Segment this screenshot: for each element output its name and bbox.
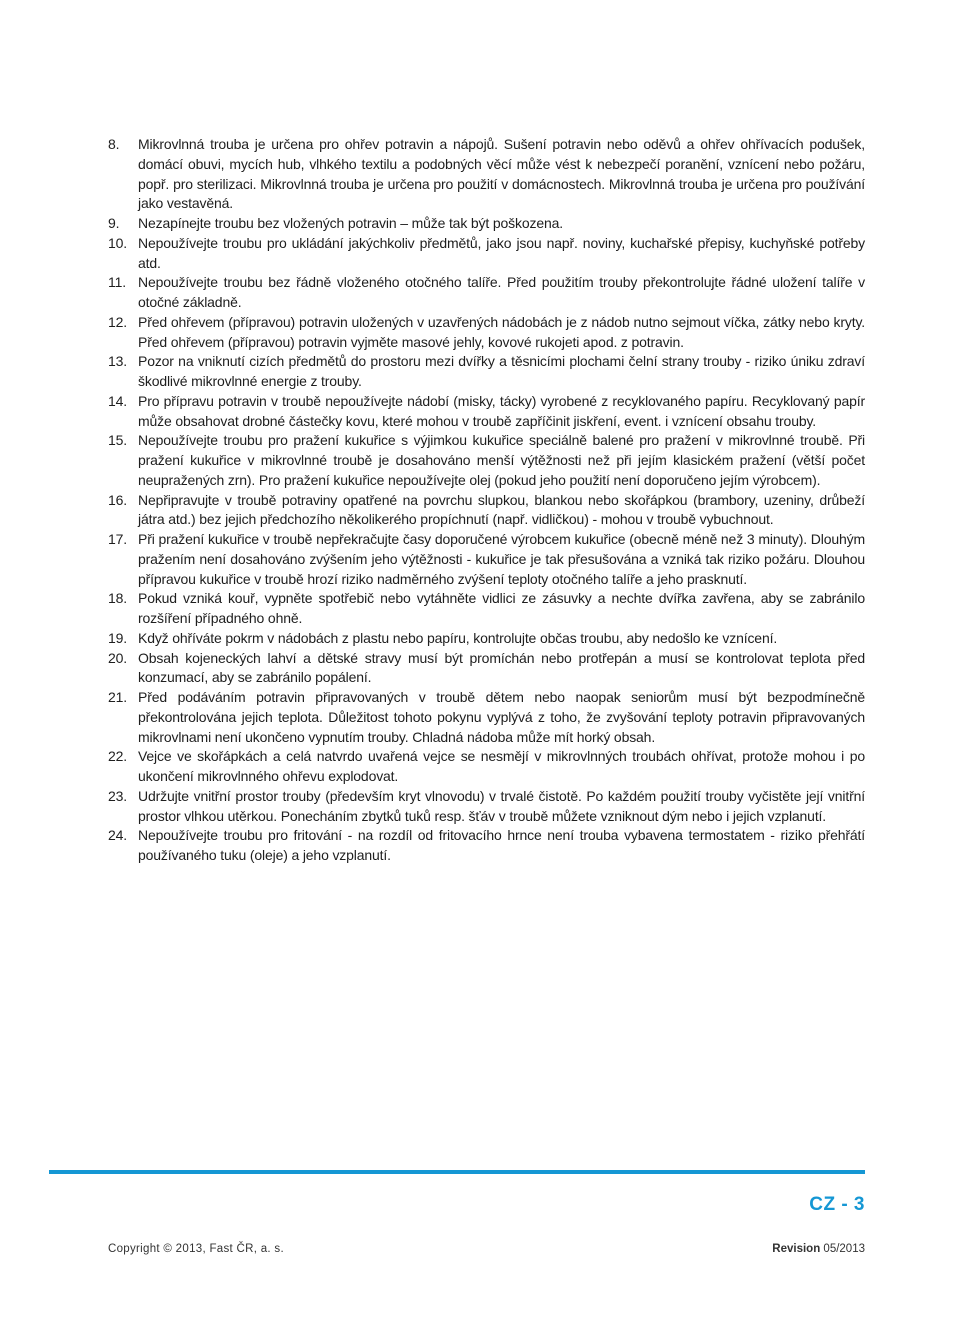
item-text: Při pražení kukuřice v troubě nepřekračujte časy doporučené výrobcem kukuřice (obecně méně než 3 minuty). Dlouhým pražením není dosahováno zvýšením jeho výtěžnosti - kukuřice je tak přesušována a vzniká tak riziko požáru. Dlouhou přípravou kukuřice v troubě hrozí riziko nadměrného zvýšení teploty otočného talíře a jeho prasknutí.	[138, 531, 865, 587]
list-item	[108, 234, 865, 274]
page-number: CZ - 3	[809, 1194, 865, 1215]
revision-value: 05/2013	[823, 1243, 865, 1255]
item-text: Pokud vzniká kouř, vypněte spotřebič nebo vytáhněte vidlici ze zásuvky a nechte dvířka zavřena, aby se zabránilo rozšíření případného ohně.	[138, 590, 865, 626]
revision-label: Revision	[772, 1243, 821, 1255]
list-item	[108, 530, 865, 589]
list-item	[108, 313, 865, 353]
item-text: Nepřipravujte v troubě potraviny opatřené na povrchu slupkou, blankou nebo skořápkou (brambory, uzeniny, drůbeží játra atd.) bez jejich předchozího několikerého propíchnutí (např. vidličkou) - mohou v troubě vybuchnout.	[138, 491, 865, 528]
item-number: 14.	[108, 392, 128, 409]
item-text: Obsah kojeneckých lahví a dětské stravy musí být promíchán nebo protřepán a musí se kontrolovat teplota před konzumací, aby se zabránilo popálení.	[138, 649, 865, 686]
footer-divider	[49, 1170, 865, 1174]
item-text: Nezapínejte troubu bez vložených potravin – může tak být poškozena.	[138, 215, 563, 231]
item-text: Pozor na vniknutí cizích předmětů do prostoru mezi dvířky a těsnicími plochami čelní strany trouby - riziko úniku zdraví škodlivé mikrovlnné energie z trouby.	[138, 353, 865, 389]
item-number: 9.	[108, 215, 120, 231]
item-text: Nepoužívejte troubu bez řádně vloženého otočného talíře. Před použitím trouby překontrolujte řádné uložení talíře v otočné základně.	[138, 274, 865, 310]
item-text: Nepoužívejte troubu pro fritování - na rozdíl od fritovacího hrnce není trouba vybavena termostatem - riziko přehřátí používaného tuku (oleje) a jeho vzplanutí.	[138, 827, 865, 863]
item-number: 13.	[108, 353, 128, 370]
list-item	[108, 629, 865, 649]
list-item	[108, 273, 865, 313]
item-number: 18.	[108, 590, 128, 607]
item-number: 17.	[108, 531, 128, 547]
copyright-notice: Copyright © 2013, Fast ČR, a. s.	[108, 1243, 284, 1255]
item-number: 22.	[108, 748, 128, 765]
list-item	[108, 491, 865, 531]
item-number: 19.	[108, 629, 128, 646]
item-number: 8.	[108, 136, 120, 152]
item-number: 16.	[108, 491, 128, 508]
list-item	[108, 392, 865, 432]
item-text: Nepoužívejte troubu pro ukládání jakýchkoliv předmětů, jako jsou např. noviny, kuchařské přepisy, kuchyňské potřeby atd.	[138, 234, 865, 271]
instructions-list	[108, 135, 865, 866]
item-number: 15.	[108, 432, 128, 449]
list-item	[108, 688, 865, 747]
item-number: 21.	[108, 689, 128, 705]
item-number: 20.	[108, 649, 128, 666]
item-text: Nepoužívejte troubu pro pražení kukuřice s výjimkou kukuřice speciálně balené pro pražení v mikrovlnné troubě. Při pražení kukuřice v mikrovlnné troubě je dosahováno menší výtěžnosti než při jejím klasickém pražení (větší počet neupražených zrn). Pro pražení kukuřice nepoužívejte olej (pokud jeho použití není doporučeno jejím výrobcem).	[138, 432, 865, 488]
list-item	[108, 747, 865, 787]
list-item	[108, 649, 865, 689]
item-number: 23.	[108, 787, 128, 804]
item-number: 24.	[108, 827, 128, 844]
item-text: Před ohřevem (přípravou) potravin uložených v uzavřených nádobách je z nádob nutno sejmout víčka, zátky nebo kryty. Před ohřevem (přípravou) potravin vyjměte masové jehly, kovové rukojeti apod. z potravin.	[138, 313, 865, 350]
list-item	[108, 787, 865, 827]
revision-info	[772, 1243, 865, 1255]
item-text: Když ohříváte pokrm v nádobách z plastu nebo papíru, kontrolujte občas troubu, aby nedošlo ke vznícení.	[138, 629, 778, 646]
item-text: Pro přípravu potravin v troubě nepoužívejte nádobí (misky, tácky) vyrobené z recyklovaného papíru. Recyklovaný papír může obsahovat drobné částečky kovu, které mohou v troubě zapříčinit jiskření, event. i vznícení obsahu trouby.	[138, 392, 865, 429]
list-item	[108, 826, 865, 866]
item-number: 12.	[108, 313, 128, 330]
item-text: Udržujte vnitřní prostor trouby (především kryt vlnovodu) v trvalé čistotě. Po každém použití trouby vyčistěte její vnitřní prostor vlhkou utěrkou. Ponecháním zbytků tuků resp. šťáv v troubě můžete vzniknout dým nebo i jejich vzplanutí.	[138, 787, 865, 824]
item-text: Vejce ve skořápkách a celá natvrdo uvařená vejce se nesmějí v mikrovlnných troubách ohřívat, protože mohou i po ukončení mikrovlnného ohřevu explodovat.	[138, 748, 865, 784]
list-item	[108, 135, 865, 214]
item-text: Mikrovlnná trouba je určena pro ohřev potravin a nápojů. Sušení potravin nebo oděvů a ohřev ohřívacích podušek, domácí obuvi, mycích hub, vlhkého textilu a podobných věcí může vést k nebezpečí poranění, vznícení nebo požáru, popř. pro sterilizaci. Mikrovlnná trouba je určena pro použití v domácnostech. Mikrovlnná trouba je určena pro používání jako vestavěná.	[138, 136, 865, 212]
item-number: 10.	[108, 234, 128, 251]
list-item	[108, 589, 865, 629]
item-number: 11.	[108, 274, 126, 291]
list-item	[108, 431, 865, 490]
item-text: Před podáváním potravin připravovaných v troubě dětem nebo naopak seniorům musí být bezpodmínečně překontrolována jejich teplota. Důležitost tohoto pokynu vyplývá z toho, že zvyšování teploty potravin připravovaných mikrovlnami není ukončeno vypnutím trouby. Chladná nádoba může mít horký obsah.	[138, 689, 865, 745]
list-item	[108, 352, 865, 392]
list-item	[108, 214, 865, 234]
